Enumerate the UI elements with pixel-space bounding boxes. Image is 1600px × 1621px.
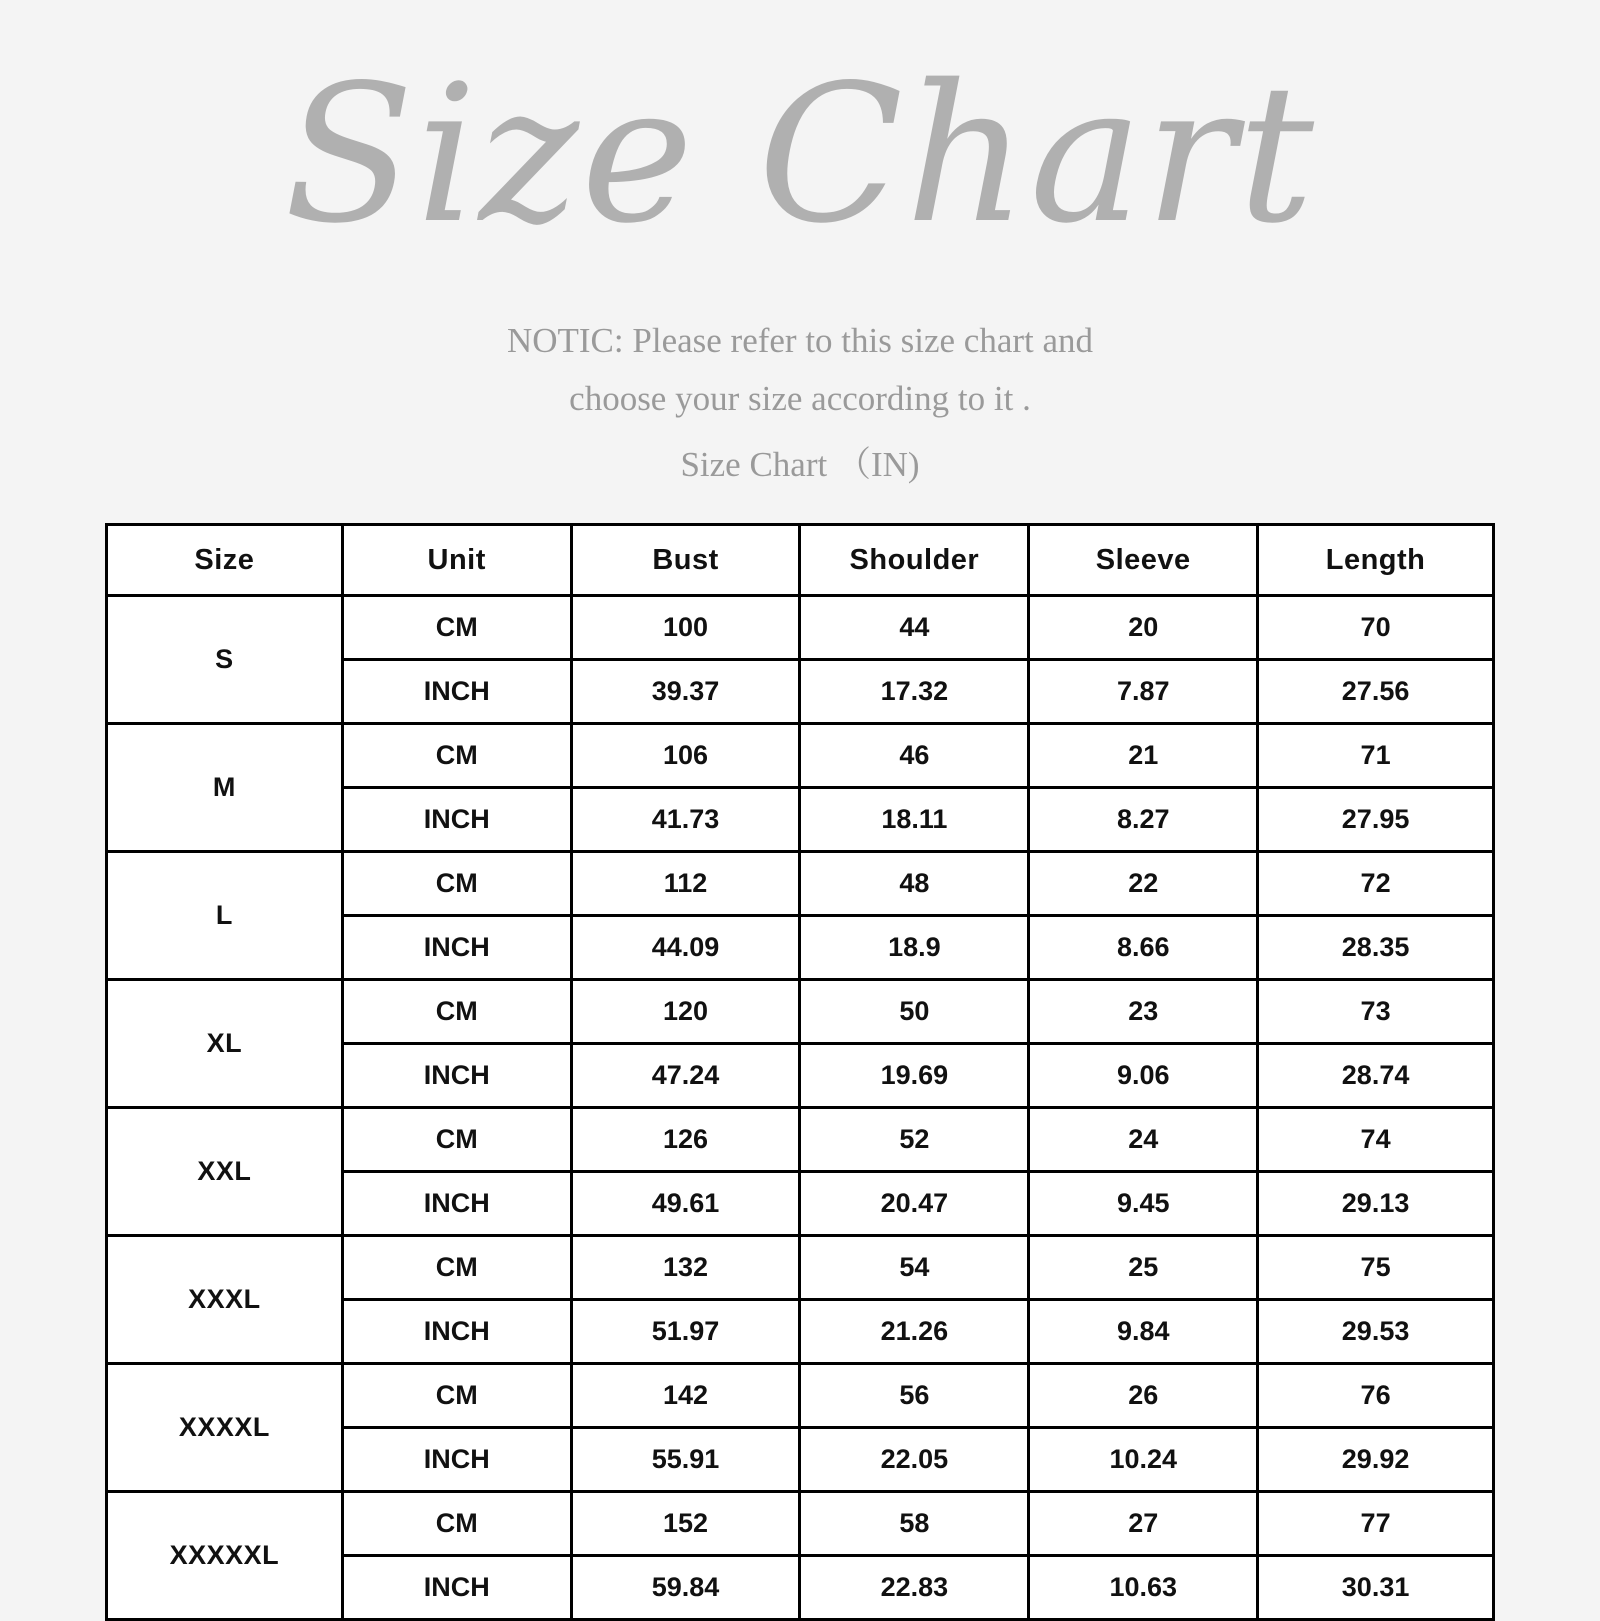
length-cell: 27.95 (1258, 788, 1494, 852)
length-cell: 75 (1258, 1236, 1494, 1300)
bust-cell: 112 (571, 852, 800, 916)
bust-cell: 132 (571, 1236, 800, 1300)
bust-cell: 39.37 (571, 660, 800, 724)
size-label-xl: XL (107, 980, 343, 1108)
sleeve-cell: 7.87 (1029, 660, 1258, 724)
column-header-size: Size (107, 525, 343, 596)
page-title: Size Chart (283, 44, 1317, 265)
shoulder-cell: 52 (800, 1108, 1029, 1172)
length-cell: 73 (1258, 980, 1494, 1044)
bust-cell: 41.73 (571, 788, 800, 852)
table-row (107, 1108, 1494, 1172)
size-table (105, 523, 1495, 1621)
bust-cell: 106 (571, 724, 800, 788)
table-row (107, 596, 1494, 660)
sleeve-cell: 24 (1029, 1108, 1258, 1172)
unit-cell: CM (342, 1364, 571, 1428)
bust-cell: 44.09 (571, 916, 800, 980)
notice-line-2: choose your size according to it . (569, 378, 1031, 418)
table-row (107, 724, 1494, 788)
table-row (107, 1364, 1494, 1428)
unit-cell: CM (342, 980, 571, 1044)
column-header-sleeve: Sleeve (1029, 525, 1258, 596)
bust-cell: 47.24 (571, 1044, 800, 1108)
bust-cell: 142 (571, 1364, 800, 1428)
unit-cell: CM (342, 724, 571, 788)
shoulder-cell: 48 (800, 852, 1029, 916)
sleeve-cell: 10.63 (1029, 1556, 1258, 1620)
column-header-length: Length (1258, 525, 1494, 596)
shoulder-cell: 21.26 (800, 1300, 1029, 1364)
length-cell: 29.13 (1258, 1172, 1494, 1236)
unit-cell: INCH (342, 660, 571, 724)
shoulder-cell: 22.05 (800, 1428, 1029, 1492)
shoulder-cell: 18.9 (800, 916, 1029, 980)
notice-block (0, 312, 1600, 493)
column-header-bust: Bust (571, 525, 800, 596)
notice-subtitle: Size Chart （IN) (680, 444, 920, 484)
shoulder-cell: 56 (800, 1364, 1029, 1428)
sleeve-cell: 10.24 (1029, 1428, 1258, 1492)
shoulder-cell: 19.69 (800, 1044, 1029, 1108)
size-table-wrapper (105, 523, 1495, 1621)
size-label-xxxxxl: XXXXXL (107, 1492, 343, 1620)
shoulder-cell: 58 (800, 1492, 1029, 1556)
length-cell: 77 (1258, 1492, 1494, 1556)
size-label-l: L (107, 852, 343, 980)
size-label-xxxl: XXXL (107, 1236, 343, 1364)
sleeve-cell: 8.27 (1029, 788, 1258, 852)
sleeve-cell: 26 (1029, 1364, 1258, 1428)
table-header-row (107, 525, 1494, 596)
bust-cell: 49.61 (571, 1172, 800, 1236)
length-cell: 30.31 (1258, 1556, 1494, 1620)
unit-cell: INCH (342, 1300, 571, 1364)
bust-cell: 120 (571, 980, 800, 1044)
shoulder-cell: 46 (800, 724, 1029, 788)
length-cell: 27.56 (1258, 660, 1494, 724)
length-cell: 70 (1258, 596, 1494, 660)
shoulder-cell: 20.47 (800, 1172, 1029, 1236)
bust-cell: 100 (571, 596, 800, 660)
length-cell: 76 (1258, 1364, 1494, 1428)
sleeve-cell: 8.66 (1029, 916, 1258, 980)
unit-cell: INCH (342, 1556, 571, 1620)
size-label-xxxxl: XXXXL (107, 1364, 343, 1492)
sleeve-cell: 25 (1029, 1236, 1258, 1300)
unit-cell: CM (342, 1236, 571, 1300)
length-cell: 72 (1258, 852, 1494, 916)
size-label-s: S (107, 596, 343, 724)
sleeve-cell: 9.45 (1029, 1172, 1258, 1236)
unit-cell: INCH (342, 916, 571, 980)
shoulder-cell: 54 (800, 1236, 1029, 1300)
table-row (107, 1236, 1494, 1300)
unit-cell: CM (342, 852, 571, 916)
size-label-m: M (107, 724, 343, 852)
sleeve-cell: 9.84 (1029, 1300, 1258, 1364)
unit-cell: CM (342, 596, 571, 660)
size-label-xxl: XXL (107, 1108, 343, 1236)
column-header-shoulder: Shoulder (800, 525, 1029, 596)
sleeve-cell: 22 (1029, 852, 1258, 916)
length-cell: 28.74 (1258, 1044, 1494, 1108)
sleeve-cell: 21 (1029, 724, 1258, 788)
length-cell: 29.92 (1258, 1428, 1494, 1492)
sleeve-cell: 27 (1029, 1492, 1258, 1556)
sleeve-cell: 9.06 (1029, 1044, 1258, 1108)
table-row (107, 852, 1494, 916)
table-row (107, 980, 1494, 1044)
shoulder-cell: 18.11 (800, 788, 1029, 852)
length-cell: 29.53 (1258, 1300, 1494, 1364)
length-cell: 74 (1258, 1108, 1494, 1172)
bust-cell: 59.84 (571, 1556, 800, 1620)
bust-cell: 126 (571, 1108, 800, 1172)
unit-cell: INCH (342, 1172, 571, 1236)
table-body (107, 596, 1494, 1620)
column-header-unit: Unit (342, 525, 571, 596)
length-cell: 28.35 (1258, 916, 1494, 980)
unit-cell: INCH (342, 1044, 571, 1108)
table-head (107, 525, 1494, 596)
unit-cell: INCH (342, 1428, 571, 1492)
notice-line-1: NOTIC: Please refer to this size chart and (506, 321, 1094, 360)
length-cell: 71 (1258, 724, 1494, 788)
unit-cell: CM (342, 1492, 571, 1556)
shoulder-cell: 44 (800, 596, 1029, 660)
bust-cell: 152 (571, 1492, 800, 1556)
bust-cell: 51.97 (571, 1300, 800, 1364)
bust-cell: 55.91 (571, 1428, 800, 1492)
table-row (107, 1492, 1494, 1556)
shoulder-cell: 17.32 (800, 660, 1029, 724)
shoulder-cell: 50 (800, 980, 1029, 1044)
sleeve-cell: 23 (1029, 980, 1258, 1044)
unit-cell: INCH (342, 788, 571, 852)
sleeve-cell: 20 (1029, 596, 1258, 660)
unit-cell: CM (342, 1108, 571, 1172)
shoulder-cell: 22.83 (800, 1556, 1029, 1620)
